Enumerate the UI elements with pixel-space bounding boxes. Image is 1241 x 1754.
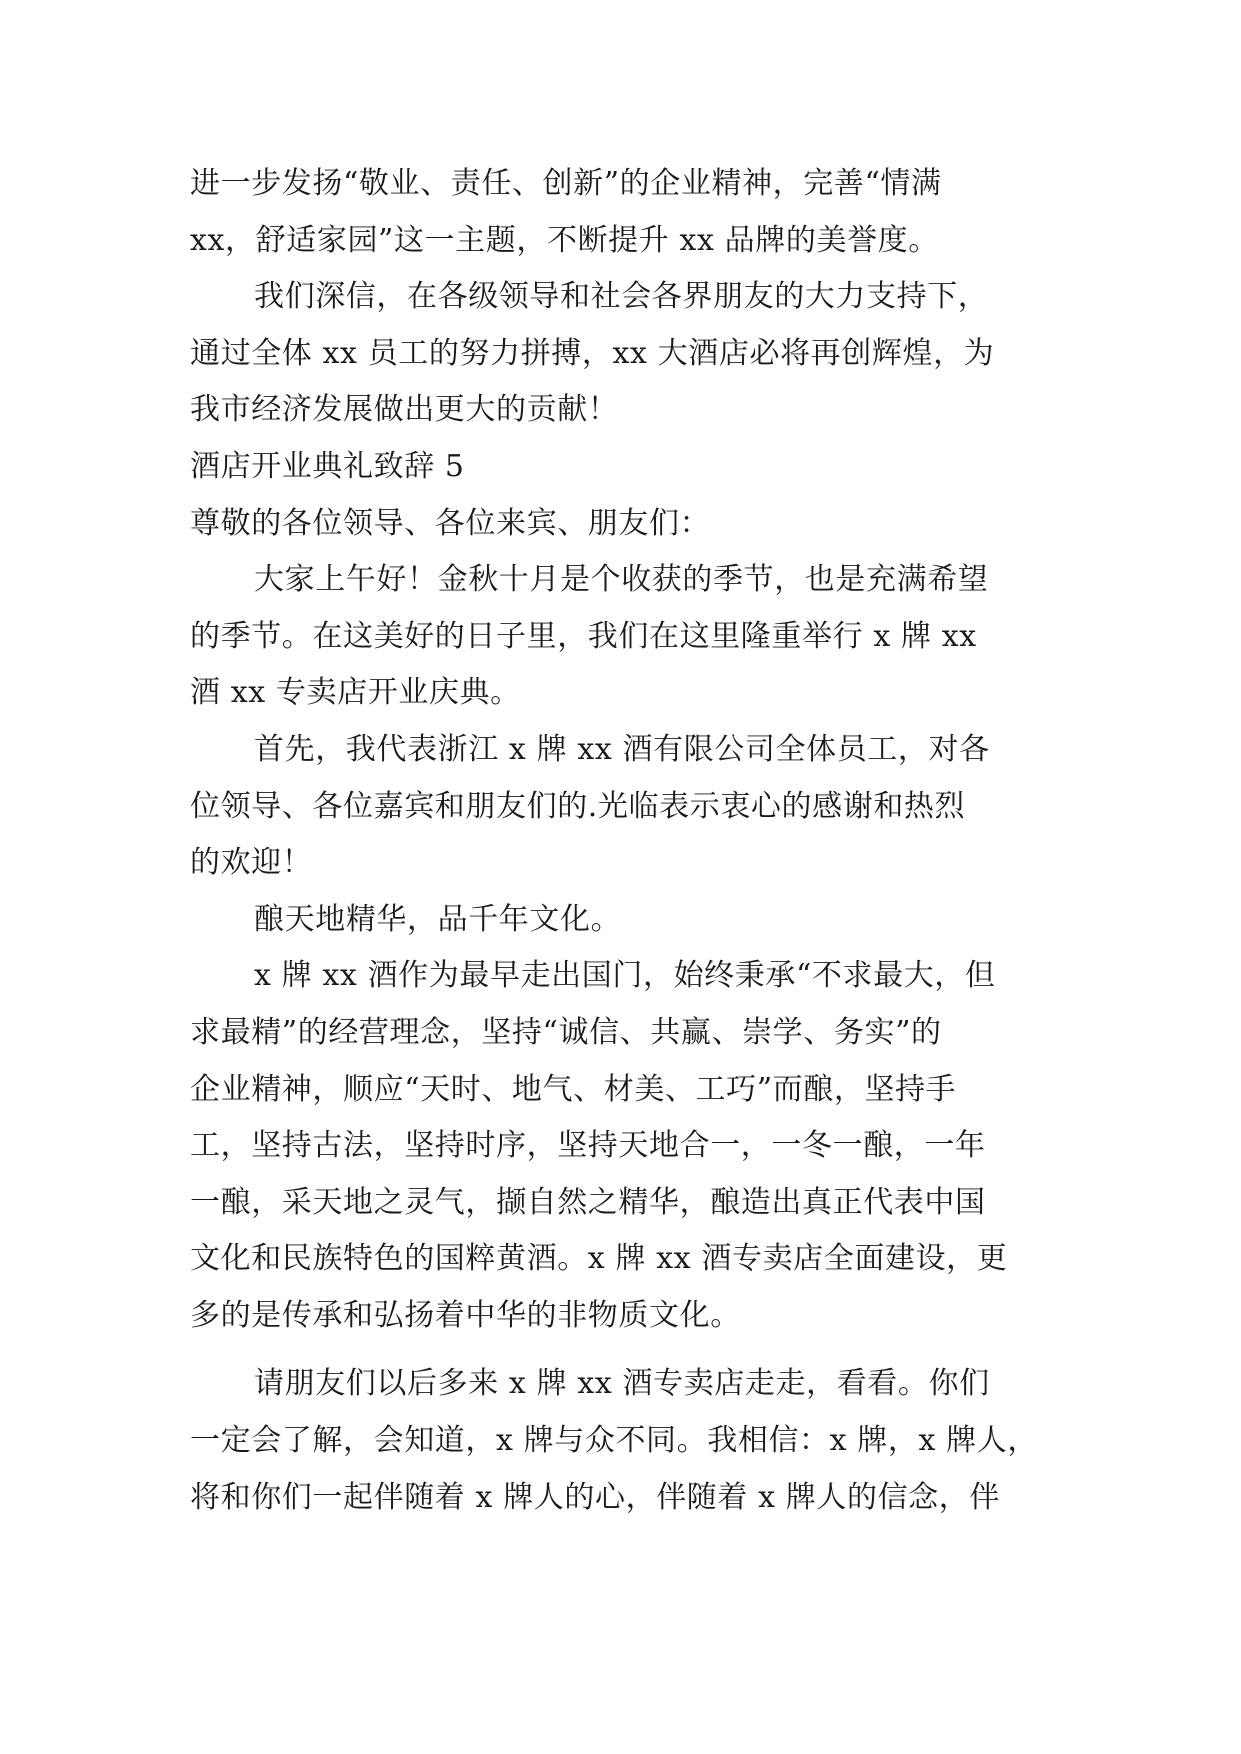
text-line: 大家上午好！金秋十月是个收获的季节，也是充满希望 [254, 562, 989, 598]
text-line: 首先，我代表浙江 x 牌 xx 酒有限公司全体员工，对各 [254, 731, 990, 767]
paragraph-continuation [190, 156, 1052, 269]
text-line: 一定会了解，会知道，x 牌与众不同。我相信：x 牌，x 牌人， [190, 1423, 1038, 1459]
salutation: 尊敬的各位领导、各位来宾、朋友们： [190, 505, 711, 541]
text-line: 求最精”的经营理念，坚持“诚信、共赢、崇学、务实”的 [190, 1014, 942, 1050]
text-line: 企业精神，顺应“天时、地气、材美、工巧”而酿，坚持手 [190, 1071, 957, 1107]
document-body [190, 156, 1052, 1526]
text-line: 的欢迎！ [190, 845, 313, 881]
text-line: xx，舒适家园”这一主题，不断提升 xx 品牌的美誉度。 [190, 222, 939, 258]
text-line: 多的是传承和弘扬着中华的非物质文化。 [190, 1297, 741, 1333]
text-line: 请朋友们以后多来 x 牌 xx 酒专卖店走走，看看。你们 [254, 1366, 990, 1402]
text-line: 将和你们一起伴随着 x 牌人的心，伴随着 x 牌人的信念，伴 [190, 1479, 1000, 1515]
text-line: 的季节。在这美好的日子里，我们在这里隆重举行 x 牌 xx [190, 618, 977, 654]
paragraph-company-intro [190, 948, 1052, 1344]
text-line: 工，坚持古法，坚持时序，坚持天地合一，一冬一酿，一年 [190, 1128, 986, 1164]
text-line: 我们深信，在各级领导和社会各界朋友的大力支持下， [254, 279, 989, 315]
paragraph-motto [190, 892, 1052, 949]
text-line: 一酿，采天地之灵气，撷自然之精华，酿造出真正代表中国 [190, 1184, 986, 1220]
paragraph-thanks [190, 722, 1052, 892]
paragraph-greeting [190, 552, 1052, 722]
text-line: 进一步发扬“敬业、责任、创新”的企业精神，完善“情满 [190, 166, 942, 201]
text-line: 我市经济发展做出更大的贡献！ [190, 392, 619, 428]
text-line: 位领导、各位嘉宾和朋友们的.光临表示衷心的感谢和热烈 [190, 788, 966, 824]
text-line: 文化和民族特色的国粹黄酒。x 牌 xx 酒专卖店全面建设，更 [190, 1241, 1008, 1277]
paragraph-invitation [190, 1356, 1052, 1526]
text-line: 通过全体 xx 员工的努力拼搏，xx 大酒店必将再创辉煌，为 [190, 335, 995, 371]
section-heading: 酒店开业典礼致辞 5 [190, 448, 465, 484]
paragraph-closing [190, 269, 1052, 439]
text-line: x 牌 xx 酒作为最早走出国门，始终秉承“不求最大，但 [254, 958, 996, 994]
text-line: 酿天地精华，品千年文化。 [254, 901, 622, 937]
text-line: 酒 xx 专卖店开业庆典。 [190, 675, 521, 711]
